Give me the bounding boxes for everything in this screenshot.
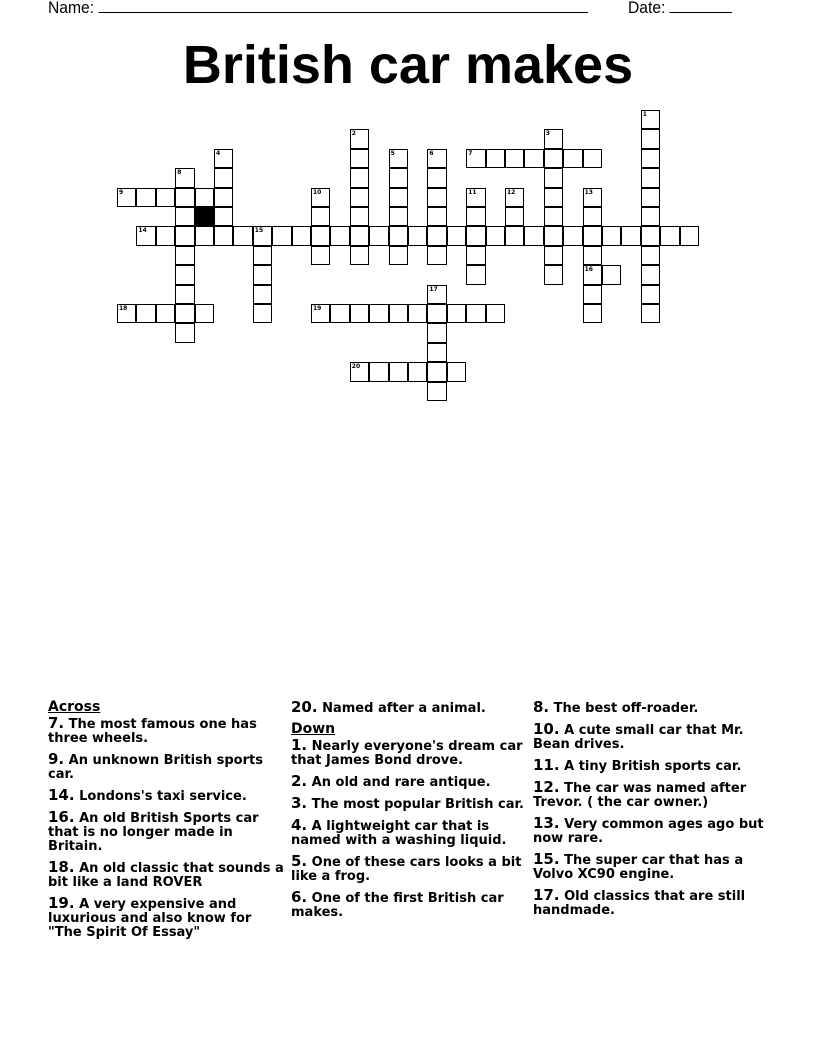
- grid-cell[interactable]: [350, 188, 369, 207]
- grid-cell[interactable]: [214, 207, 233, 226]
- grid-cell[interactable]: [408, 304, 427, 323]
- grid-cell[interactable]: [311, 246, 330, 265]
- grid-cell[interactable]: [369, 226, 388, 245]
- grid-cell[interactable]: [427, 207, 446, 226]
- grid-cell[interactable]: [350, 129, 369, 148]
- clue-down-3: 3. The most popular British car.: [291, 794, 524, 812]
- grid-cell[interactable]: [292, 226, 311, 245]
- grid-cell[interactable]: [311, 207, 330, 226]
- grid-cell[interactable]: [175, 207, 194, 226]
- grid-cell[interactable]: [583, 285, 602, 304]
- grid-cell[interactable]: [136, 226, 155, 245]
- clue-number: 17: [429, 285, 438, 293]
- grid-cell[interactable]: [214, 168, 233, 187]
- page-title: British car makes: [182, 35, 634, 95]
- grid-cell[interactable]: [175, 168, 194, 187]
- clue-down-4: 4. A lightweight car that is named with a washing liquid.: [291, 816, 507, 848]
- clue-across-20: 20. Named after a animal.: [291, 698, 486, 716]
- grid-cell[interactable]: [311, 226, 330, 245]
- grid-cell[interactable]: [660, 226, 679, 245]
- grid-cell[interactable]: [641, 246, 660, 265]
- grid-cell[interactable]: [350, 304, 369, 323]
- grid-cell[interactable]: [602, 265, 621, 284]
- grid-cell[interactable]: [641, 304, 660, 323]
- grid-cell[interactable]: [427, 362, 446, 381]
- grid-cell[interactable]: [447, 226, 466, 245]
- grid-cell[interactable]: [641, 207, 660, 226]
- grid-cell[interactable]: [602, 226, 621, 245]
- grid-cell[interactable]: [389, 226, 408, 245]
- grid-cell[interactable]: [621, 226, 640, 245]
- grid-cell[interactable]: [156, 188, 175, 207]
- grid-cell[interactable]: [466, 226, 485, 245]
- grid-cell[interactable]: [505, 207, 524, 226]
- grid-cell[interactable]: [253, 304, 272, 323]
- grid-cell[interactable]: [641, 168, 660, 187]
- grid-cell[interactable]: [272, 226, 291, 245]
- grid-cell[interactable]: [427, 188, 446, 207]
- grid-cell[interactable]: [136, 304, 155, 323]
- clue-number: 10: [313, 188, 322, 196]
- grid-cell[interactable]: [117, 304, 136, 323]
- grid-cell[interactable]: [544, 246, 563, 265]
- grid-cell[interactable]: [641, 226, 660, 245]
- grid-cell[interactable]: [195, 188, 214, 207]
- grid-cell[interactable]: [156, 304, 175, 323]
- grid-cell[interactable]: [350, 207, 369, 226]
- grid-cell[interactable]: [486, 304, 505, 323]
- clue-down-5: 5. One of these cars looks a bit like a frog.: [291, 852, 522, 884]
- grid-cell[interactable]: [175, 265, 194, 284]
- clue-number: 5: [390, 149, 395, 157]
- grid-cell[interactable]: [524, 226, 543, 245]
- clue-number: 7: [468, 149, 473, 157]
- clue-across-9: 9. An unknown British sports car.: [48, 750, 263, 782]
- grid-cell[interactable]: [253, 246, 272, 265]
- grid-cell[interactable]: [544, 129, 563, 148]
- down-heading: Down: [291, 721, 336, 737]
- clue-number: 9: [119, 188, 124, 196]
- grid-cell[interactable]: [641, 129, 660, 148]
- grid-cell[interactable]: [583, 149, 602, 168]
- grid-cell[interactable]: [524, 149, 543, 168]
- grid-cell[interactable]: [505, 226, 524, 245]
- grid-cell[interactable]: [427, 323, 446, 342]
- clue-down-15: 15. The super car that has a Volvo XC90 engine.: [533, 850, 744, 882]
- grid-cell[interactable]: [330, 226, 349, 245]
- grid-cell[interactable]: [389, 362, 408, 381]
- grid-cell[interactable]: [641, 110, 660, 129]
- grid-cell[interactable]: [641, 149, 660, 168]
- clue-number: 11: [468, 188, 477, 196]
- grid-cell[interactable]: [389, 246, 408, 265]
- grid-cell[interactable]: [408, 226, 427, 245]
- grid-cell[interactable]: [311, 188, 330, 207]
- grid-cell[interactable]: [136, 188, 155, 207]
- clue-number: 18: [119, 305, 128, 312]
- grid-cell[interactable]: [466, 246, 485, 265]
- grid-cell[interactable]: [427, 246, 446, 265]
- clue-number: 12: [507, 188, 516, 196]
- grid-cell[interactable]: [311, 304, 330, 323]
- grid-cell[interactable]: [583, 207, 602, 226]
- grid-cell[interactable]: [350, 168, 369, 187]
- grid-cell[interactable]: [330, 304, 349, 323]
- grid-cell[interactable]: [427, 382, 446, 401]
- grid-cell[interactable]: [389, 188, 408, 207]
- grid-cell[interactable]: [350, 149, 369, 168]
- grid-cell[interactable]: [466, 149, 485, 168]
- grid-cell[interactable]: [175, 323, 194, 342]
- grid-cell[interactable]: [350, 226, 369, 245]
- clue-across-19: 19. A very expensive and luxurious and also know for "The Spirit Of Essay": [48, 894, 252, 940]
- grid-cell[interactable]: [544, 265, 563, 284]
- grid-cell[interactable]: [175, 304, 194, 323]
- clue-down-1: 1. Nearly everyone's dream car that James Bond drove.: [291, 736, 523, 768]
- clue-number: 2: [351, 130, 356, 138]
- grid-cell[interactable]: [253, 226, 272, 245]
- clue-number: 4: [216, 149, 221, 157]
- clues-column-1: [48, 700, 288, 946]
- grid-cell[interactable]: [427, 304, 446, 323]
- grid-cell[interactable]: [369, 362, 388, 381]
- clue-across-7: 7. The most famous one has three wheels.: [48, 714, 257, 746]
- clue-number: 6: [429, 149, 434, 157]
- grid-cell[interactable]: [408, 362, 427, 381]
- grid-cell[interactable]: [427, 168, 446, 187]
- clue-number: 19: [313, 305, 322, 312]
- grid-cell[interactable]: [195, 226, 214, 245]
- grid-cell[interactable]: [447, 304, 466, 323]
- clue-number: 20: [351, 363, 361, 371]
- across-heading: Across: [48, 699, 101, 715]
- clues-column-2: [291, 700, 531, 926]
- clue-number: 13: [584, 188, 593, 196]
- grid-cell[interactable]: [544, 207, 563, 226]
- clue-across-16: 16. An old British Sports car that is no longer made in Britain.: [48, 808, 259, 854]
- clue-down-6: 6. One of the first British car makes.: [291, 888, 504, 920]
- grid-cell[interactable]: [350, 246, 369, 265]
- grid-cell[interactable]: [117, 188, 136, 207]
- grid-cell[interactable]: [389, 207, 408, 226]
- clue-across-14: 14. Londons's taxi service.: [48, 786, 247, 804]
- grid-cell[interactable]: [389, 168, 408, 187]
- grid-cell[interactable]: [486, 226, 505, 245]
- grid-cell[interactable]: [427, 343, 446, 362]
- grid-cell[interactable]: [583, 265, 602, 284]
- grid-cell[interactable]: [544, 188, 563, 207]
- grid-cell[interactable]: [427, 285, 446, 304]
- clue-down-17: 17. Old classics that are still handmade.: [533, 886, 746, 918]
- black-cell: [195, 207, 214, 226]
- clue-number: 16: [584, 266, 593, 274]
- grid-cell[interactable]: [427, 149, 446, 168]
- grid-cell[interactable]: [505, 149, 524, 168]
- grid-cell[interactable]: [389, 304, 408, 323]
- date-label: Date:: [628, 0, 666, 17]
- grid-cell[interactable]: [563, 226, 582, 245]
- grid-cell[interactable]: [544, 168, 563, 187]
- grid-cell[interactable]: [466, 265, 485, 284]
- grid-cell[interactable]: [583, 188, 602, 207]
- clue-down-2: 2. An old and rare antique.: [291, 772, 491, 790]
- grid-cell[interactable]: [466, 304, 485, 323]
- grid-cell[interactable]: [175, 188, 194, 207]
- clue-down-10: 10. A cute small car that Mr. Bean drives.: [533, 720, 744, 752]
- clue-down-13: 13. Very common ages ago but now rare.: [533, 814, 764, 846]
- grid-cell[interactable]: [253, 265, 272, 284]
- clues-column-3: [533, 700, 773, 924]
- clue-number: 3: [545, 130, 550, 138]
- grid-cell[interactable]: [389, 149, 408, 168]
- grid-cell[interactable]: [583, 246, 602, 265]
- grid-cell[interactable]: [466, 207, 485, 226]
- crossword-grid: [0, 0, 816, 420]
- grid-cell[interactable]: [214, 226, 233, 245]
- grid-cell[interactable]: [350, 362, 369, 381]
- clue-across-18: 18. An old classic that sounds a bit like a land ROVER: [48, 858, 284, 890]
- grid-cell[interactable]: [486, 149, 505, 168]
- grid-cell[interactable]: [680, 226, 699, 245]
- clue-number: 14: [138, 227, 147, 235]
- clue-down-8: 8. The best off-roader.: [533, 698, 699, 716]
- grid-cell[interactable]: [195, 304, 214, 323]
- grid-cell[interactable]: [563, 149, 582, 168]
- grid-cell[interactable]: [175, 285, 194, 304]
- grid-cell[interactable]: [641, 285, 660, 304]
- grid-cell[interactable]: [233, 226, 252, 245]
- clue-number: 8: [177, 169, 182, 177]
- clue-down-11: 11. A tiny British sports car.: [533, 756, 742, 774]
- grid-cell[interactable]: [214, 188, 233, 207]
- grid-cell[interactable]: [641, 188, 660, 207]
- clue-down-12: 12. The car was named after Trevor. ( the car owner.): [533, 778, 747, 810]
- grid-cell[interactable]: [544, 226, 563, 245]
- grid-cell[interactable]: [369, 304, 388, 323]
- grid-cell[interactable]: [583, 226, 602, 245]
- grid-cell[interactable]: [175, 246, 194, 265]
- grid-cell[interactable]: [641, 265, 660, 284]
- grid-cell[interactable]: [447, 362, 466, 381]
- name-label: Name:: [48, 0, 95, 17]
- grid-cell[interactable]: [466, 188, 485, 207]
- grid-cell[interactable]: [583, 304, 602, 323]
- grid-cell[interactable]: [253, 285, 272, 304]
- grid-cell[interactable]: [427, 226, 446, 245]
- grid-cell[interactable]: [544, 149, 563, 168]
- grid-cell[interactable]: [214, 149, 233, 168]
- grid-cell[interactable]: [505, 188, 524, 207]
- grid-cell[interactable]: [156, 226, 175, 245]
- clue-number: 15: [254, 227, 264, 235]
- grid-cell[interactable]: [175, 226, 194, 245]
- clue-number: 1: [642, 111, 647, 118]
